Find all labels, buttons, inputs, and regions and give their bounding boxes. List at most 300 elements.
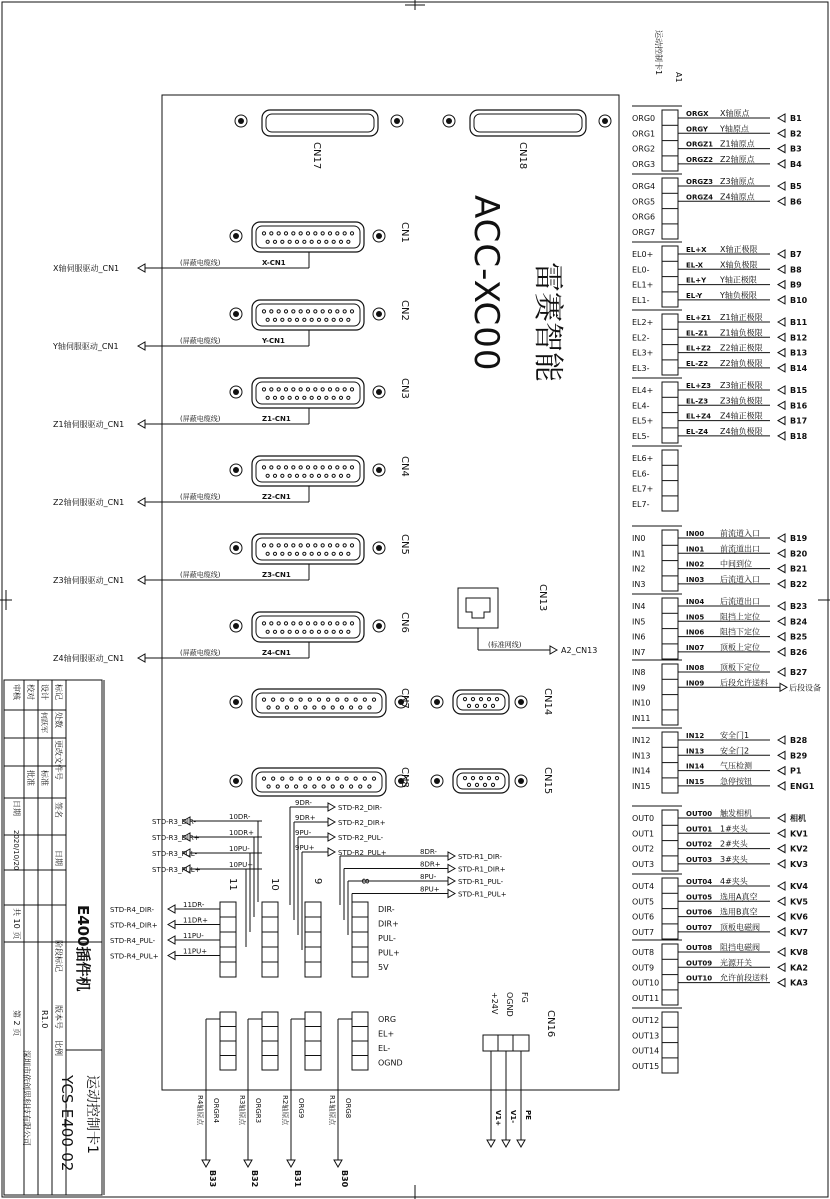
pin-icon [262,466,265,469]
pin-icon [270,622,273,625]
signal-tag: OUT06 [686,908,713,917]
drawing-title: E400插件机 [74,905,92,992]
screw-icon [373,542,385,554]
signal-destination: KA2 [790,963,808,973]
pin-icon [262,310,265,313]
pin-icon [273,396,276,399]
arrow-left-icon [778,565,785,573]
signal-description: 触发相机 [720,809,752,818]
arrow-right-icon [328,833,335,841]
pin-icon [299,544,302,547]
pin-icon [354,698,357,701]
pin-icon [343,466,346,469]
pin-icon [339,396,342,399]
terminal-tag: 11DR- [183,901,205,909]
io-pin-label: EL4- [632,401,650,411]
stage-mark-label: 阶段标记 [54,940,63,972]
io-pin-label: EL5- [632,431,650,441]
connector-label: CN2 [399,300,410,321]
origin-description: R3轴原点 [238,1095,246,1126]
network-cable-note: (标准网线) [488,641,522,649]
screw-icon [391,115,403,127]
pin-icon [363,777,366,780]
signal-description: 气压检测 [720,761,752,771]
io-pin-label: ORG1 [632,129,656,139]
arrow-left-icon [778,265,785,273]
arrow-left-icon [778,767,785,775]
signal-destination: KV8 [790,948,808,957]
arrow-left-icon [778,928,785,936]
arrow-left-icon [778,963,785,971]
signal-destination: B4 [790,159,802,169]
signal-tag: EL+Z1 [686,314,712,322]
origin-description: R2轴原点 [281,1095,289,1126]
signal-tag: OUT04 [686,878,713,886]
screw-hole [376,311,382,317]
signal-tag: ORGZ1 [686,140,714,149]
page-number: 第 2 页 [12,1010,21,1037]
signal-description: Y轴正极限 [720,275,757,285]
pin-icon [350,622,353,625]
terminal-block [352,902,368,977]
power-connector [483,1035,529,1051]
signal-tag: EL-X [686,261,703,270]
signal-description: 顶板下定位 [720,663,760,672]
pin-icon [308,777,311,780]
screw-icon [230,775,242,787]
signal-destination: B29 [790,751,808,761]
io-pin-label: IN12 [632,736,651,745]
io-pin-label: EL0+ [632,250,654,259]
stepper-signal: STD-R4_PUL+ [110,952,159,961]
arrow-left-icon [778,333,785,341]
stepper-signal: STD-R2_PUL+ [338,849,387,857]
pin-icon [262,698,265,701]
pin-icon [336,232,339,235]
arrow-right-icon [448,877,455,885]
signal-destination: B14 [790,363,808,373]
servo-destination: X轴伺服驱动_CN1 [53,264,120,273]
arrow-left-icon [778,782,785,790]
connector-label: CN3 [399,378,410,399]
arrow-left-icon [778,145,785,153]
pin-icon [273,552,276,555]
pin-icon [310,240,313,243]
pin-icon [303,240,306,243]
signal-description: 后段允许送料 [720,678,768,688]
signal-destination: B19 [790,534,808,543]
signal-description: Z2轴正极限 [720,343,763,353]
arrow-left-icon [138,264,145,272]
signal-destination: B24 [790,617,808,627]
rj45-connector [458,588,498,628]
pin-icon [339,318,342,321]
pin-icon [266,474,269,477]
pin-icon [343,388,346,391]
terminal-org-name: ORG [378,1015,397,1024]
io-pin-label: IN3 [632,579,646,589]
pin-icon [262,544,265,547]
pin-icon [463,777,466,780]
pin-icon [350,466,353,469]
signal-destination: KV1 [790,829,808,839]
signal-tag: IN12 [686,732,705,740]
pin-icon [336,466,339,469]
screw-hole [233,389,239,395]
signal-tag: EL+Y [686,276,707,285]
pin-icon [266,240,269,243]
pin-icon [299,310,302,313]
pin-icon [262,232,265,235]
pin-icon [267,785,270,788]
title-block-cell: 审核 [12,684,21,700]
io-pin-label: OUT5 [632,897,655,907]
signal-description: Z2轴负极限 [720,358,763,368]
terminal-tag: 8DR- [420,848,437,856]
signal-description: 阻挡下定位 [720,627,760,637]
terminal-pin-name: PUL- [378,934,396,943]
signal-description: 阻挡上定位 [720,612,760,622]
dsub-shell [256,460,360,482]
screw-icon [373,230,385,242]
arrow-left-icon [778,417,785,425]
pin-icon [328,466,331,469]
pin-icon [310,630,313,633]
pin-icon [303,474,306,477]
screw-icon [230,308,242,320]
arrow-left-icon [778,549,785,557]
pin-icon [310,474,313,477]
screw-hole [233,311,239,317]
signal-tag: ORGZ3 [686,178,714,186]
signal-destination: B7 [790,250,802,259]
io-pin-label: OUT3 [632,859,655,869]
arrow-left-icon [778,281,785,289]
rj45-port-icon [466,598,490,618]
terminal-number: 8 [359,878,370,885]
arrow-left-icon [778,534,785,542]
board-model: ACC-XC00 [466,195,506,372]
arrow-down-icon [334,1160,342,1167]
terminal-number: 10 [269,878,280,891]
arrow-left-icon [138,576,145,584]
cable-tag: Z3-CN1 [262,571,291,579]
origin-tag: ORG9 [297,1098,305,1119]
arrow-down-icon [502,1140,510,1147]
io-pin-label: EL5+ [632,416,654,426]
signal-destination: KV6 [790,912,808,922]
pin-icon [299,466,302,469]
pin-icon [304,706,307,709]
pin-icon [266,318,269,321]
pin-icon [332,240,335,243]
pin-icon [317,474,320,477]
pin-icon [292,622,295,625]
signal-destination: B3 [790,144,802,154]
signal-destination: B12 [790,333,808,343]
signal-tag: OUT10 [686,974,713,983]
stepper-signal: STD-R1_PUL- [458,878,504,886]
screw-icon [230,620,242,632]
arrow-left-icon [778,845,785,853]
pin-icon [332,630,335,633]
signal-tag: EL+X [686,246,707,254]
pin-icon [288,552,291,555]
screw-hole [233,467,239,473]
pin-icon [467,783,470,786]
pin-icon [284,232,287,235]
origin-description: R1轴原点 [328,1095,336,1126]
pin-icon [347,318,350,321]
pin-icon [292,544,295,547]
pin-icon [475,783,478,786]
signal-description: Y轴原点 [720,124,749,134]
pin-icon [327,698,330,701]
servo-destination: Z3轴伺服驱动_CN1 [53,576,125,585]
pin-icon [325,630,328,633]
pin-icon [299,232,302,235]
servo-destination: Z1轴伺服驱动_CN1 [53,420,125,429]
pin-icon [336,544,339,547]
signal-destination: 后段设备 [789,683,821,693]
io-pin-label: ORG6 [632,212,656,222]
signal-tag: IN05 [686,613,705,622]
arrow-right-icon [448,865,455,873]
dsub-shell [457,694,505,710]
signal-description: Z1轴正极限 [720,313,763,322]
signal-description: 1#夹头 [720,824,748,834]
pin-icon [321,544,324,547]
pin-icon [336,622,339,625]
network-destination: A2_CN13 [561,646,598,655]
pin-icon [277,466,280,469]
pin-icon [294,785,297,788]
version-label: 版本号 [54,1005,63,1029]
pin-icon [487,698,490,701]
pin-icon [317,318,320,321]
power-destination: V1- [509,1110,517,1124]
arrow-down-icon [202,1160,210,1167]
arrow-left-icon [778,913,785,921]
pin-icon [308,698,311,701]
pin-icon [359,706,362,709]
signal-tag: OUT02 [686,840,713,849]
signal-destination: B6 [790,197,802,207]
terminal-pin-name: PUL+ [378,948,400,958]
signal-destination: B26 [790,647,808,657]
arrow-left-icon [778,668,785,676]
arrow-left-icon [778,882,785,890]
screw-icon [235,115,247,127]
pin-icon [321,232,324,235]
arrow-right-icon [448,890,455,898]
pin-icon [270,310,273,313]
designer-name: 何跃军 [40,712,48,733]
terminal-number: 11 [227,878,238,891]
arrow-right-icon [328,848,335,856]
pin-icon [321,466,324,469]
arrow-left-icon [778,349,785,357]
pin-icon [332,396,335,399]
origin-tag: ORGR3 [254,1098,262,1124]
power-destination: V1+ [494,1110,502,1127]
signal-destination: KV3 [790,859,808,869]
io-pin-label: OUT4 [632,882,655,891]
pin-icon [306,622,309,625]
pin-icon [350,544,353,547]
signal-description: 后流道入口 [720,574,760,584]
terminal-tag: 10DR+ [229,829,255,837]
pin-icon [306,388,309,391]
origin-tag: ORG8 [344,1098,352,1119]
signal-destination: B5 [790,182,802,191]
arrow-left-icon [778,860,785,868]
pin-icon [339,240,342,243]
signal-destination: B11 [790,318,808,327]
signal-description: Z4轴原点 [720,192,755,202]
signal-description: Z3轴负极限 [720,396,763,406]
pin-icon [349,706,352,709]
io-pin-label: ORG7 [632,227,656,237]
pin-icon [332,318,335,321]
arrow-left-icon [138,498,145,506]
arrow-left-icon [168,905,175,913]
arrow-left-icon [778,114,785,122]
signal-destination: B9 [790,280,802,290]
pin-icon [313,706,316,709]
signal-destination: B22 [790,579,808,589]
cn14-label: CN14 [542,688,553,716]
pin-icon [299,388,302,391]
io-pin-label: OUT8 [632,948,655,957]
cable-tag: Z2-CN1 [262,493,291,501]
signal-description: 顶板电磁阀 [720,922,760,932]
pin-icon [288,318,291,321]
arrow-left-icon [778,318,785,326]
signal-destination: B23 [790,602,808,611]
signal-tag: ORGX [686,110,709,118]
signal-description: Z1轴负极限 [720,328,763,338]
pin-icon [359,785,362,788]
cable-note: (屏蔽电缆线) [180,415,221,423]
stepper-signal: STD-R1_DIR- [458,853,503,861]
signal-destination: 相机 [790,814,806,823]
cable-tag: Y-CN1 [262,337,285,345]
stepper-signal: STD-R4_PUL- [110,937,156,945]
io-pin-label: ORG4 [632,182,656,191]
pin-icon [270,232,273,235]
arrow-left-icon [778,751,785,759]
pin-icon [303,318,306,321]
arrow-left-icon [778,432,785,440]
signal-destination: B27 [790,668,808,677]
arrow-left-icon [138,342,145,350]
terminal-block [305,902,321,977]
screw-hole [238,118,244,124]
io-pin-label: IN15 [632,781,651,791]
scale-label: 比例 [54,1040,63,1056]
io-pin-label: OUT15 [632,1061,660,1071]
signal-tag: OUT07 [686,923,713,932]
signal-tag: EL+Z4 [686,412,712,421]
arrow-right-icon [780,683,787,691]
signal-tag: EL-Z4 [686,427,709,436]
screw-hole [434,699,440,705]
pin-icon [372,777,375,780]
signal-tag: IN02 [686,560,705,569]
pin-icon [495,698,498,701]
stepper-signal: STD-R1_PUL+ [458,890,507,899]
signal-destination: B13 [790,348,808,358]
pin-icon [483,704,486,707]
arrow-left-icon [778,948,785,956]
pin-icon [273,474,276,477]
io-pin-label: IN4 [632,602,646,611]
pin-icon [328,310,331,313]
pin-icon [317,630,320,633]
board-brand: 雷赛智能 [530,262,565,382]
title-block-cell: 设计 [40,684,49,700]
dsub-shell [256,538,360,560]
pin-icon [336,310,339,313]
signal-description: Z4轴负极限 [720,426,763,436]
io-pin-label: IN5 [632,617,646,627]
signal-description: X轴原点 [720,109,750,118]
cn18-label: CN18 [517,142,528,170]
arrow-left-icon [778,814,785,822]
pin-icon [363,698,366,701]
connector-label: CN4 [399,456,410,477]
signal-tag: IN15 [686,777,705,786]
screw-icon [515,696,527,708]
pin-icon [299,698,302,701]
signal-destination: B2 [790,129,802,139]
pin-icon [345,777,348,780]
arrow-right-icon [328,803,335,811]
terminal-tag: 9PU+ [295,844,315,852]
pin-icon [284,544,287,547]
dsub-shell [256,772,382,792]
io-pin-label: IN0 [632,534,646,543]
signal-description: 阻挡电磁阀 [720,943,760,952]
terminal-org-name: EL- [378,1044,391,1053]
terminal-tag: 10PU- [229,845,250,853]
pin-icon [284,466,287,469]
screw-icon [230,542,242,554]
pin-icon [354,777,357,780]
pin-icon [270,388,273,391]
screw-hole [602,118,608,124]
pin-icon [276,785,279,788]
pin-icon [281,396,284,399]
pin-icon [295,630,298,633]
pin-icon [343,544,346,547]
io-pin-label: EL7- [632,499,650,509]
signal-description: 4#夹头 [720,877,748,886]
pin-icon [277,310,280,313]
signal-tag: OUT05 [686,893,713,902]
signal-tag: IN00 [686,530,705,538]
stepper-signal: STD-R1_DIR+ [458,865,506,874]
pin-icon [276,706,279,709]
terminal-tag: 11DR+ [183,916,209,925]
signal-tag: EL-Z2 [686,359,709,368]
screw-hole [233,699,239,705]
origin-destination: B33 [208,1170,217,1188]
pin-icon [467,704,470,707]
signal-description: 前流道入口 [720,529,760,538]
arrow-left-icon [778,401,785,409]
